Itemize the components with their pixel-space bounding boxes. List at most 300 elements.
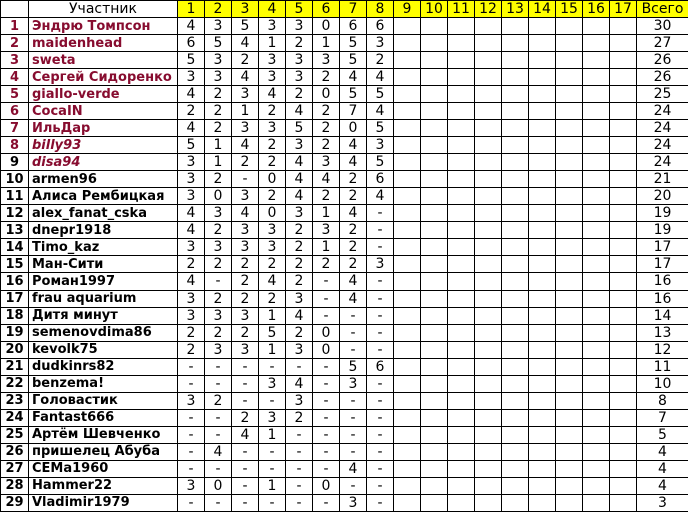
score-cell (394, 18, 421, 35)
score-cell: - (340, 324, 367, 341)
score-cell: 0 (340, 120, 367, 137)
score-cell: 1 (313, 35, 340, 52)
score-cell (610, 341, 637, 358)
score-cell (475, 256, 502, 273)
score-cell: 2 (205, 171, 232, 188)
score-cell: 4 (313, 171, 340, 188)
score-cell (583, 69, 610, 86)
score-cell: 2 (232, 256, 259, 273)
score-cell: 2 (178, 103, 205, 120)
score-cell (529, 171, 556, 188)
score-cell (394, 460, 421, 477)
table-row (1, 256, 688, 273)
round-column-header-4: 4 (259, 1, 286, 18)
score-cell: - (286, 426, 313, 443)
score-cell (421, 324, 448, 341)
score-cell: - (340, 307, 367, 324)
table-row (1, 69, 688, 86)
score-cell (502, 86, 529, 103)
score-cell: - (205, 273, 232, 290)
score-cell (529, 358, 556, 375)
score-cell (394, 494, 421, 511)
score-cell: 3 (178, 307, 205, 324)
table-row (1, 426, 688, 443)
score-cell: - (313, 358, 340, 375)
score-cell: 3 (205, 69, 232, 86)
score-cell (475, 137, 502, 154)
score-cell: 5 (232, 18, 259, 35)
score-cell (529, 443, 556, 460)
score-cell (394, 239, 421, 256)
score-cell (475, 35, 502, 52)
score-cell (448, 409, 475, 426)
score-cell: 5 (178, 52, 205, 69)
score-cell: 5 (340, 35, 367, 52)
score-cell: 0 (205, 188, 232, 205)
score-cell (448, 222, 475, 239)
score-cell (529, 409, 556, 426)
score-cell: - (367, 460, 394, 477)
score-cell (610, 52, 637, 69)
score-cell: 2 (232, 52, 259, 69)
score-cell (583, 460, 610, 477)
score-cell: - (367, 290, 394, 307)
score-cell: - (178, 375, 205, 392)
score-cell: - (367, 324, 394, 341)
score-cell (502, 222, 529, 239)
score-cell: 5 (340, 358, 367, 375)
score-cell (421, 443, 448, 460)
score-cell (529, 52, 556, 69)
score-cell: - (367, 392, 394, 409)
score-cell (610, 69, 637, 86)
score-cell: 6 (178, 35, 205, 52)
score-cell (502, 256, 529, 273)
total-cell: 7 (637, 409, 688, 426)
rank-cell: 21 (1, 358, 29, 375)
score-cell: 7 (340, 103, 367, 120)
rank-cell: 14 (1, 239, 29, 256)
score-cell: 2 (178, 256, 205, 273)
score-cell: - (232, 477, 259, 494)
score-cell (448, 375, 475, 392)
score-cell (421, 256, 448, 273)
score-cell: 3 (178, 171, 205, 188)
score-cell (529, 137, 556, 154)
score-cell: 2 (340, 171, 367, 188)
score-cell: 3 (178, 154, 205, 171)
total-cell: 4 (637, 460, 688, 477)
score-cell: 2 (259, 188, 286, 205)
table-row (1, 205, 688, 222)
score-cell: 2 (286, 222, 313, 239)
score-cell (583, 307, 610, 324)
rank-cell: 8 (1, 137, 29, 154)
total-cell: 26 (637, 52, 688, 69)
score-cell: 3 (367, 256, 394, 273)
total-cell: 20 (637, 188, 688, 205)
total-cell: 27 (637, 35, 688, 52)
score-cell: 3 (367, 137, 394, 154)
score-cell (556, 18, 583, 35)
score-cell (448, 290, 475, 307)
participant-name: Артём Шевченко (29, 426, 178, 443)
score-cell (502, 494, 529, 511)
score-cell: 4 (178, 18, 205, 35)
score-cell (610, 256, 637, 273)
score-cell: 3 (286, 52, 313, 69)
score-cell (610, 35, 637, 52)
score-cell (610, 307, 637, 324)
score-cell (529, 239, 556, 256)
score-cell (448, 86, 475, 103)
participant-name: semenovdima86 (29, 324, 178, 341)
table-row (1, 52, 688, 69)
score-cell (421, 69, 448, 86)
rank-cell: 6 (1, 103, 29, 120)
round-column-header-3: 3 (232, 1, 259, 18)
score-cell: 0 (313, 477, 340, 494)
score-cell (421, 307, 448, 324)
score-cell (583, 341, 610, 358)
score-cell (394, 154, 421, 171)
round-column-header-8: 8 (367, 1, 394, 18)
score-cell (421, 120, 448, 137)
participant-name: sweta (29, 52, 178, 69)
score-cell: - (259, 358, 286, 375)
table-row (1, 477, 688, 494)
participant-name: Эндрю Томпсон (29, 18, 178, 35)
rank-cell: 12 (1, 205, 29, 222)
table-header (1, 1, 688, 18)
score-cell (583, 392, 610, 409)
score-cell (475, 426, 502, 443)
score-cell (529, 120, 556, 137)
score-cell: 3 (232, 222, 259, 239)
score-cell: 4 (178, 273, 205, 290)
score-cell (556, 290, 583, 307)
score-cell (610, 375, 637, 392)
participant-name: ИльДар (29, 120, 178, 137)
score-cell: 2 (313, 69, 340, 86)
total-cell: 4 (637, 477, 688, 494)
header-row (1, 1, 688, 18)
score-cell (475, 69, 502, 86)
score-cell (502, 477, 529, 494)
score-cell: 1 (259, 426, 286, 443)
score-cell: 3 (178, 392, 205, 409)
score-cell: 2 (286, 86, 313, 103)
score-cell: 6 (340, 18, 367, 35)
score-cell (502, 409, 529, 426)
score-cell (583, 443, 610, 460)
rank-cell: 22 (1, 375, 29, 392)
score-cell: 5 (340, 86, 367, 103)
score-cell: 6 (367, 171, 394, 188)
score-cell (610, 137, 637, 154)
score-cell (475, 171, 502, 188)
score-cell: 4 (178, 86, 205, 103)
score-cell (583, 103, 610, 120)
table-row (1, 120, 688, 137)
score-cell: - (205, 409, 232, 426)
round-column-header-15: 15 (556, 1, 583, 18)
participant-name: benzema! (29, 375, 178, 392)
score-cell (556, 307, 583, 324)
total-cell: 30 (637, 18, 688, 35)
score-cell (529, 86, 556, 103)
score-cell (448, 18, 475, 35)
score-cell (583, 239, 610, 256)
score-cell (475, 477, 502, 494)
score-cell (421, 477, 448, 494)
total-cell: 24 (637, 137, 688, 154)
score-cell (421, 52, 448, 69)
score-cell: 4 (232, 426, 259, 443)
score-cell: - (259, 494, 286, 511)
score-cell (556, 239, 583, 256)
score-cell (529, 35, 556, 52)
score-cell (448, 307, 475, 324)
score-cell: - (313, 409, 340, 426)
rank-cell: 29 (1, 494, 29, 511)
score-cell (421, 375, 448, 392)
participant-name: Ман-Сити (29, 256, 178, 273)
score-cell (475, 18, 502, 35)
score-cell (448, 443, 475, 460)
score-cell: - (205, 494, 232, 511)
rank-cell: 4 (1, 69, 29, 86)
score-cell: 3 (286, 18, 313, 35)
score-cell (556, 103, 583, 120)
score-cell (475, 120, 502, 137)
score-cell (448, 324, 475, 341)
score-cell: 2 (340, 222, 367, 239)
participant-name: maidenhead (29, 35, 178, 52)
score-cell: - (367, 409, 394, 426)
score-cell (556, 171, 583, 188)
score-cell: 3 (232, 239, 259, 256)
score-cell (421, 341, 448, 358)
score-cell: - (313, 375, 340, 392)
score-cell (610, 239, 637, 256)
score-cell: - (178, 358, 205, 375)
rank-cell: 18 (1, 307, 29, 324)
table-row (1, 324, 688, 341)
score-cell (556, 222, 583, 239)
score-cell (421, 86, 448, 103)
score-cell: 5 (178, 137, 205, 154)
score-cell: - (178, 494, 205, 511)
score-cell: 3 (340, 494, 367, 511)
score-cell (421, 409, 448, 426)
participant-name: Hammer22 (29, 477, 178, 494)
table-row (1, 307, 688, 324)
score-cell (610, 86, 637, 103)
score-cell: 4 (340, 290, 367, 307)
score-cell: - (259, 460, 286, 477)
total-cell: 19 (637, 205, 688, 222)
score-cell: 2 (313, 188, 340, 205)
score-cell (583, 154, 610, 171)
score-cell (556, 273, 583, 290)
score-cell (529, 273, 556, 290)
score-cell (556, 154, 583, 171)
score-cell: 2 (259, 137, 286, 154)
score-cell (583, 188, 610, 205)
score-cell (502, 205, 529, 222)
rank-cell: 19 (1, 324, 29, 341)
score-cell: 3 (286, 205, 313, 222)
score-cell (475, 409, 502, 426)
score-cell (610, 494, 637, 511)
score-cell (610, 18, 637, 35)
score-cell (448, 154, 475, 171)
score-cell (556, 443, 583, 460)
score-cell: - (367, 307, 394, 324)
score-cell (475, 324, 502, 341)
total-cell: 24 (637, 103, 688, 120)
score-cell: - (205, 375, 232, 392)
score-cell (610, 222, 637, 239)
score-cell: 3 (205, 205, 232, 222)
score-cell (448, 205, 475, 222)
score-cell: 2 (313, 256, 340, 273)
round-column-header-6: 6 (313, 1, 340, 18)
score-cell (529, 460, 556, 477)
rank-cell: 10 (1, 171, 29, 188)
score-cell (556, 358, 583, 375)
score-cell: 1 (259, 341, 286, 358)
corner-cell (1, 1, 29, 18)
table-row (1, 154, 688, 171)
score-cell: 4 (286, 188, 313, 205)
total-cell: 8 (637, 392, 688, 409)
score-cell (394, 307, 421, 324)
score-cell (556, 205, 583, 222)
score-cell (475, 52, 502, 69)
score-cell (583, 52, 610, 69)
score-cell: 5 (367, 86, 394, 103)
table-body (1, 18, 688, 512)
score-cell: - (340, 341, 367, 358)
score-cell: 0 (259, 171, 286, 188)
score-cell (475, 205, 502, 222)
total-cell: 4 (637, 443, 688, 460)
score-cell (394, 188, 421, 205)
participant-name: kevolk75 (29, 341, 178, 358)
score-cell: 4 (340, 460, 367, 477)
score-cell (610, 358, 637, 375)
score-cell (394, 477, 421, 494)
table-row (1, 290, 688, 307)
score-cell: 2 (178, 324, 205, 341)
score-cell: 3 (232, 341, 259, 358)
score-cell: 2 (313, 137, 340, 154)
score-cell (475, 239, 502, 256)
score-cell: - (367, 239, 394, 256)
score-cell: 4 (340, 137, 367, 154)
score-cell (583, 494, 610, 511)
score-cell: - (367, 494, 394, 511)
score-cell: - (232, 171, 259, 188)
score-cell (502, 273, 529, 290)
participant-name: Дитя минут (29, 307, 178, 324)
score-cell: 1 (205, 154, 232, 171)
score-cell (583, 86, 610, 103)
score-cell (556, 341, 583, 358)
score-cell (610, 171, 637, 188)
score-cell: 0 (313, 341, 340, 358)
score-cell: - (178, 426, 205, 443)
score-cell (448, 171, 475, 188)
total-cell: 16 (637, 273, 688, 290)
score-cell (448, 341, 475, 358)
round-column-header-16: 16 (583, 1, 610, 18)
score-cell (529, 392, 556, 409)
score-cell (610, 205, 637, 222)
rank-cell: 24 (1, 409, 29, 426)
score-cell (475, 460, 502, 477)
table-row (1, 239, 688, 256)
score-cell: - (259, 392, 286, 409)
score-cell (394, 290, 421, 307)
score-cell (556, 477, 583, 494)
score-cell: 2 (286, 239, 313, 256)
score-cell: 3 (286, 137, 313, 154)
score-cell: 4 (232, 205, 259, 222)
total-cell: 12 (637, 341, 688, 358)
round-column-header-17: 17 (610, 1, 637, 18)
score-cell: 5 (286, 120, 313, 137)
score-cell: 2 (232, 290, 259, 307)
score-cell (556, 137, 583, 154)
rank-cell: 16 (1, 273, 29, 290)
score-cell: 2 (259, 154, 286, 171)
participant-name: disa94 (29, 154, 178, 171)
score-cell (556, 426, 583, 443)
score-cell (421, 273, 448, 290)
total-cell: 25 (637, 86, 688, 103)
rank-cell: 25 (1, 426, 29, 443)
score-cell (394, 426, 421, 443)
table-row (1, 443, 688, 460)
score-cell: - (286, 460, 313, 477)
score-cell: 2 (205, 103, 232, 120)
score-cell: 4 (367, 188, 394, 205)
score-cell: - (259, 443, 286, 460)
score-cell: 2 (286, 409, 313, 426)
score-cell: - (286, 358, 313, 375)
participant-name: Fantast666 (29, 409, 178, 426)
rank-cell: 9 (1, 154, 29, 171)
score-cell: 3 (232, 120, 259, 137)
score-cell: 2 (340, 256, 367, 273)
score-cell: 4 (340, 273, 367, 290)
score-cell (475, 188, 502, 205)
score-cell: 2 (205, 392, 232, 409)
score-cell: 2 (205, 256, 232, 273)
score-cell (556, 409, 583, 426)
score-cell (610, 290, 637, 307)
participant-column-header: Участник (29, 1, 178, 18)
score-cell: 3 (259, 18, 286, 35)
score-cell (475, 86, 502, 103)
score-cell: 4 (232, 69, 259, 86)
score-cell: 3 (178, 290, 205, 307)
score-cell (583, 358, 610, 375)
score-cell: 2 (205, 324, 232, 341)
